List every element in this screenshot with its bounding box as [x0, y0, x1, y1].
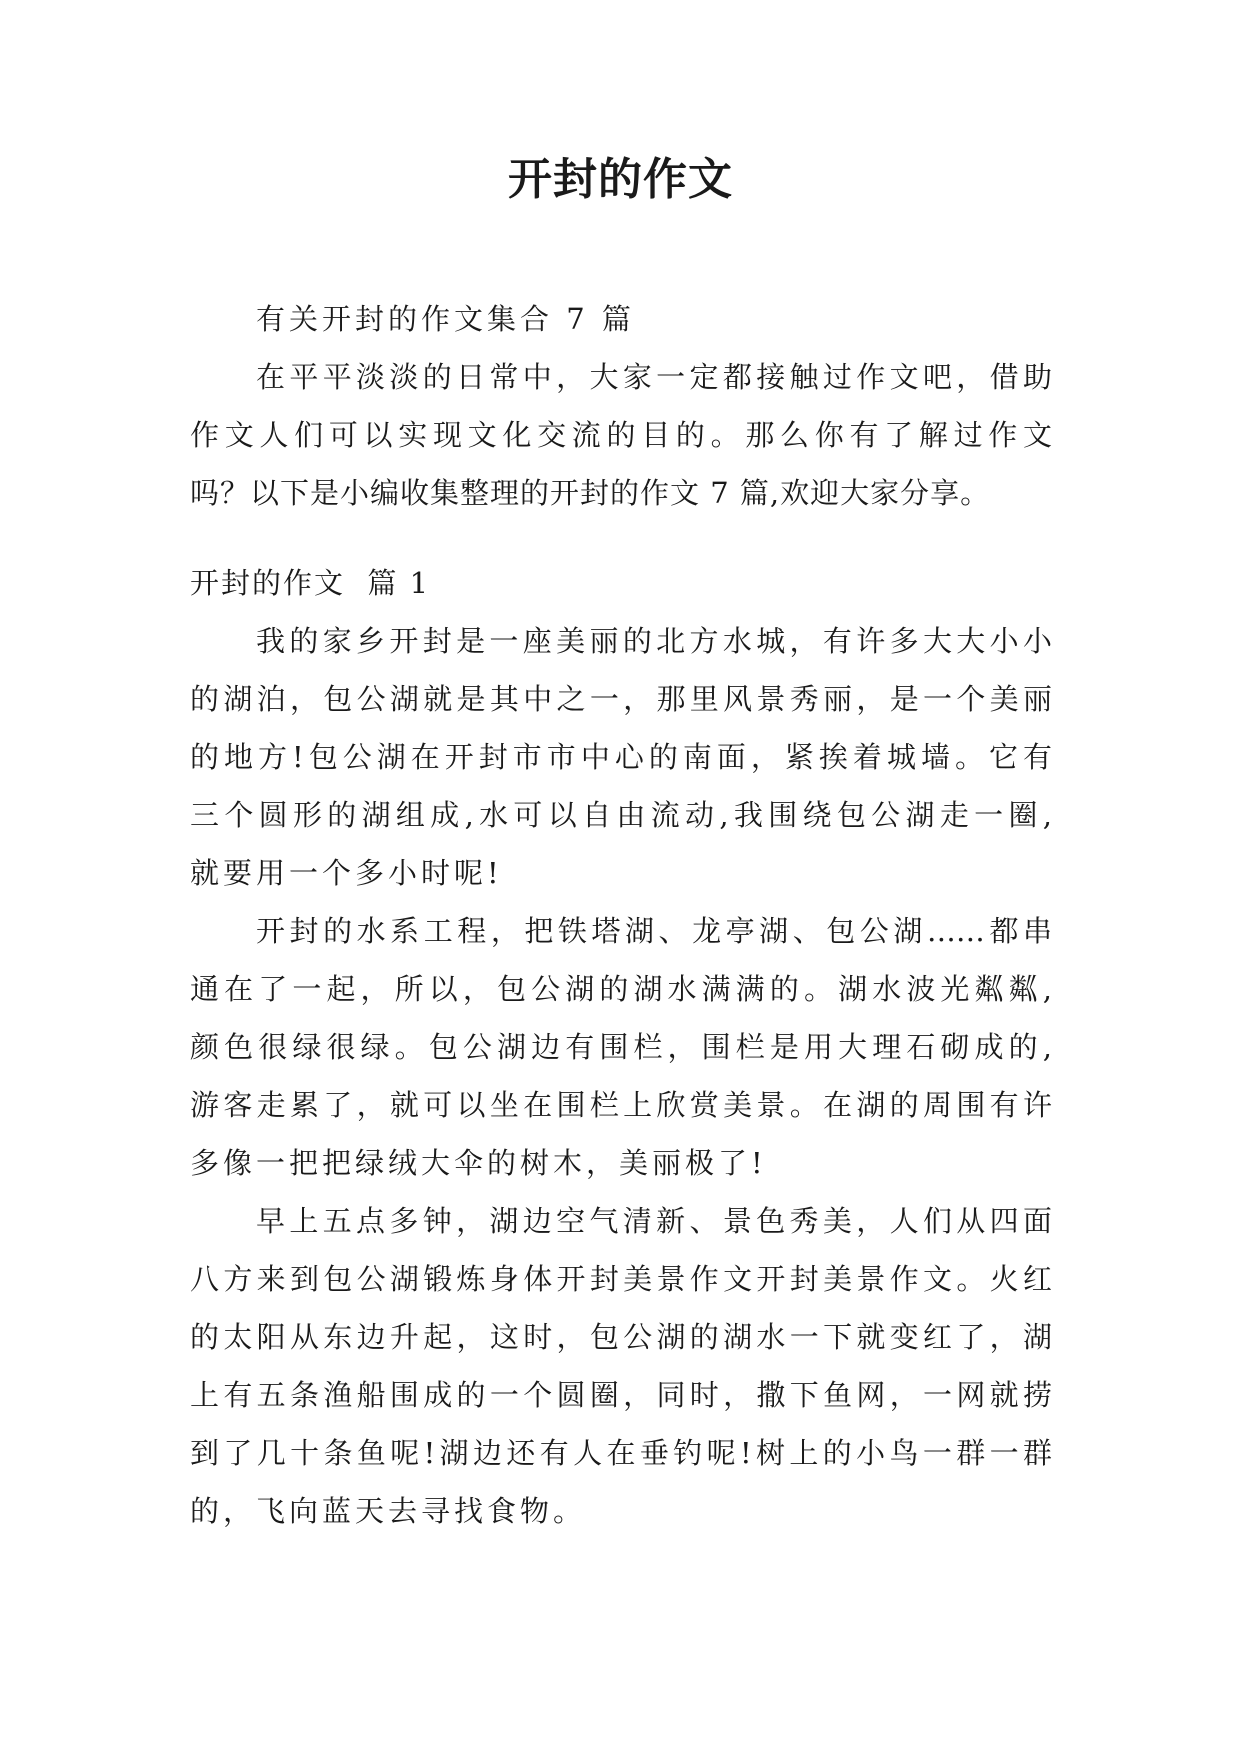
text-line: 的湖泊，包公湖就是其中之一，那里风景秀丽，是一个美丽	[190, 682, 1052, 716]
text-line: 通在了一起，所以，包公湖的湖水满满的。湖水波光粼粼,	[190, 972, 1052, 1006]
text-line: 的，飞向蓝天去寻找食物。	[190, 1494, 587, 1528]
essay-paragraph-3	[190, 1192, 1052, 1540]
text-line: 早上五点多钟，湖边空气清新、景色秀美，人们从四面	[256, 1204, 1052, 1238]
text-line: 作文人们可以实现文化交流的目的。那么你有了解过作文	[190, 418, 1052, 452]
text-line: 颜色很绿很绿。包公湖边有围栏，围栏是用大理石砌成的,	[190, 1030, 1052, 1064]
document-body	[190, 290, 1052, 1540]
text-line: 上有五条渔船围成的一个圆圈，同时，撒下鱼网，一网就捞	[190, 1378, 1052, 1412]
text-line: 多像一把把绿绒大伞的树木，美丽极了!	[190, 1146, 767, 1180]
text-line: 开封的水系工程，把铁塔湖、龙亭湖、包公湖……都串	[256, 914, 1052, 948]
document-title: 开封的作文	[508, 154, 733, 205]
text-line: 在平平淡淡的日常中，大家一定都接触过作文吧，借助	[256, 360, 1052, 394]
text-line: 就要用一个多小时呢!	[190, 856, 503, 890]
intro-paragraph	[190, 348, 1052, 522]
text-line: 三个圆形的湖组成,水可以自由流动,我围绕包公湖走一圈,	[190, 798, 1052, 832]
text-line: 的太阳从东边升起，这时，包公湖的湖水一下就变红了，湖	[190, 1320, 1052, 1354]
spacer	[190, 522, 1052, 554]
text-line: 吗？以下是小编收集整理的开封的作文 7 篇,欢迎大家分享。	[190, 476, 991, 510]
text-line: 游客走累了，就可以坐在围栏上欣赏美景。在湖的周围有许	[190, 1088, 1052, 1122]
intro-subtitle: 有关开封的作文集合 7 篇	[256, 302, 635, 336]
essay-paragraph-1	[190, 612, 1052, 902]
essay-heading: 开封的作文 篇 1	[190, 566, 431, 600]
essay-paragraph-2	[190, 902, 1052, 1192]
text-line: 我的家乡开封是一座美丽的北方水城，有许多大大小小	[256, 624, 1052, 658]
text-line: 八方来到包公湖锻炼身体开封美景作文开封美景作文。火红	[190, 1262, 1052, 1296]
text-line: 的地方!包公湖在开封市市中心的南面，紧挨着城墙。它有	[190, 740, 1052, 774]
text-line: 到了几十条鱼呢!湖边还有人在垂钓呢!树上的小鸟一群一群	[190, 1436, 1052, 1470]
